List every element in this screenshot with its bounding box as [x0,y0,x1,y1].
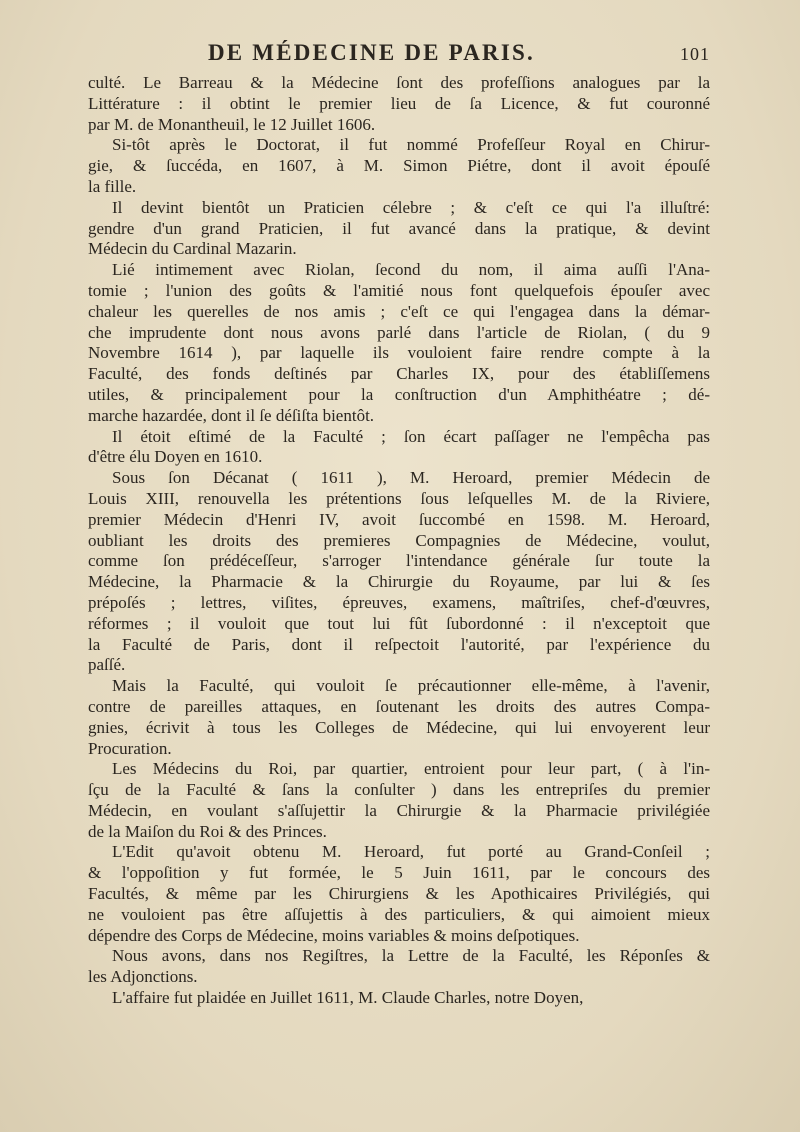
text-line: ne vouloient pas être aſſujettis à des particuliers, & qui aimoient mieux [88,904,710,924]
running-title: DE MÉDECINE DE PARIS. [208,40,535,65]
text-line: utiles, & principalement pour la conſtruction d'un Amphithéatre ; dé- [88,384,710,404]
text-line: dépendre des Corps de Médecine, moins variables & moins deſpotiques. [88,925,580,945]
text-line: paſſé. [88,655,126,675]
text-line: Médecine, la Pharmacie & la Chirurgie du Royaume, par lui & ſes [88,572,710,592]
text-line: Lié intimement avec Riolan, ſecond du nom, il aima auſſi l'Ana- [112,260,710,280]
text-line: prépoſés ; lettres, viſites, épreuves, examens, maîtriſes, chef-d'œuvres, [88,592,710,612]
page-number: 101 [680,44,710,64]
page-header [88,38,710,68]
text-line: Faculté, des fonds deſtinés par Charles IX, pour des établiſſemens [88,364,710,384]
text-line: gnies, écrivit à tous les Colleges de Médecine, qui lui envoyerent leur [88,717,710,737]
text-line: Littérature : il obtint le premier lieu de ſa Licence, & fut couronné [88,93,710,113]
text-line: les Adjonctions. [88,967,198,987]
text-line: Les Médecins du Roi, par quartier, entroient pour leur part, ( à l'in- [112,759,710,779]
text-line: Nous avons, dans nos Regiſtres, la Lettre de la Faculté, les Réponſes & [112,946,710,966]
text-line: par M. de Monantheuil, le 12 Juillet 1606. [88,114,376,134]
text-line: culté. Le Barreau & la Médecine ſont des profeſſions analogues par la [88,73,710,92]
text-line: Louis XIII, renouvella les prétentions ſous leſquelles M. de la Riviere, [88,488,710,508]
text-line: Si-tôt après le Doctorat, il fut nommé Profeſſeur Royal en Chirur- [112,135,710,155]
text-line: réformes ; il vouloit que tout lui fût ſubordonné : il n'exceptoit que [88,613,710,633]
text-line: comme ſon prédéceſſeur, s'arroger l'intendance générale ſur toute la [88,551,710,571]
text-line: premier Médecin d'Henri IV, avoit ſuccombé en 1598. M. Heroard, [88,509,710,529]
text-line: contre de pareilles attaques, en ſoutenant les droits des autres Compa- [88,696,710,716]
text-line: marche hazardée, dont il ſe déſiſta bientôt. [88,405,375,425]
text-line: L'Edit qu'avoit obtenu M. Heroard, fut porté au Grand-Conſeil ; [112,842,710,862]
text-line: Mais la Faculté, qui vouloit ſe précautionner elle-même, à l'avenir, [112,676,710,696]
text-line: & l'oppoſition y fut formée, le 5 Juin 1611, par le concours des [88,863,710,883]
text-line: la fille. [88,176,137,196]
body-text [88,73,710,1009]
text-line: Novembre 1614 ), par laquelle ils vouloient faire rendre compte à la [88,343,710,363]
text-line: tomie ; l'union des goûts & l'amitié nous font quelquefois épouſer avec [88,280,710,300]
text-line: Facultés, & même par les Chirurgiens & les Apothicaires Privilégiés, qui [88,884,710,904]
text-line: L'affaire fut plaidée en Juillet 1611, M. Claude Charles, notre Doyen, [112,988,584,1008]
text-line: Sous ſon Décanat ( 1611 ), M. Heroard, premier Médecin de [112,468,710,488]
text-line: Médecin, en voulant s'aſſujettir la Chirurgie & la Pharmacie privilégiée [88,800,710,820]
text-line: Procuration. [88,738,172,758]
text-line: gie, & ſuccéda, en 1607, à M. Simon Piétre, dont il avoit épouſé [88,156,710,176]
text-line: d'être élu Doyen en 1610. [88,447,263,467]
text-line: Médecin du Cardinal Mazarin. [88,239,297,259]
text-line: oubliant les droits des premieres Compagnies de Médecine, voulut, [88,530,710,550]
text-line: Il étoit eſtimé de la Faculté ; ſon écart paſſager ne l'empêcha pas [112,426,710,446]
text-line: de la Maiſon du Roi & des Princes. [88,821,327,841]
text-line: Il devint bientôt un Praticien célebre ; & c'eſt ce qui l'a illuſtré: [112,197,710,217]
text-line: chaleur les querelles de nos amis ; c'eſt ce qui l'engagea dans la démar- [88,301,710,321]
text-line: che imprudente dont nous avons parlé dans l'article de Riolan, ( du 9 [88,322,710,342]
text-line: ſçu de la Faculté & ſans la conſulter ) dans les entrepriſes du premier [88,780,710,800]
text-line: la Faculté de Paris, dont il reſpectoit l'autorité, par l'expérience du [88,634,710,654]
text-line: gendre d'un grand Praticien, il fut avancé dans la pratique, & devint [88,218,710,238]
